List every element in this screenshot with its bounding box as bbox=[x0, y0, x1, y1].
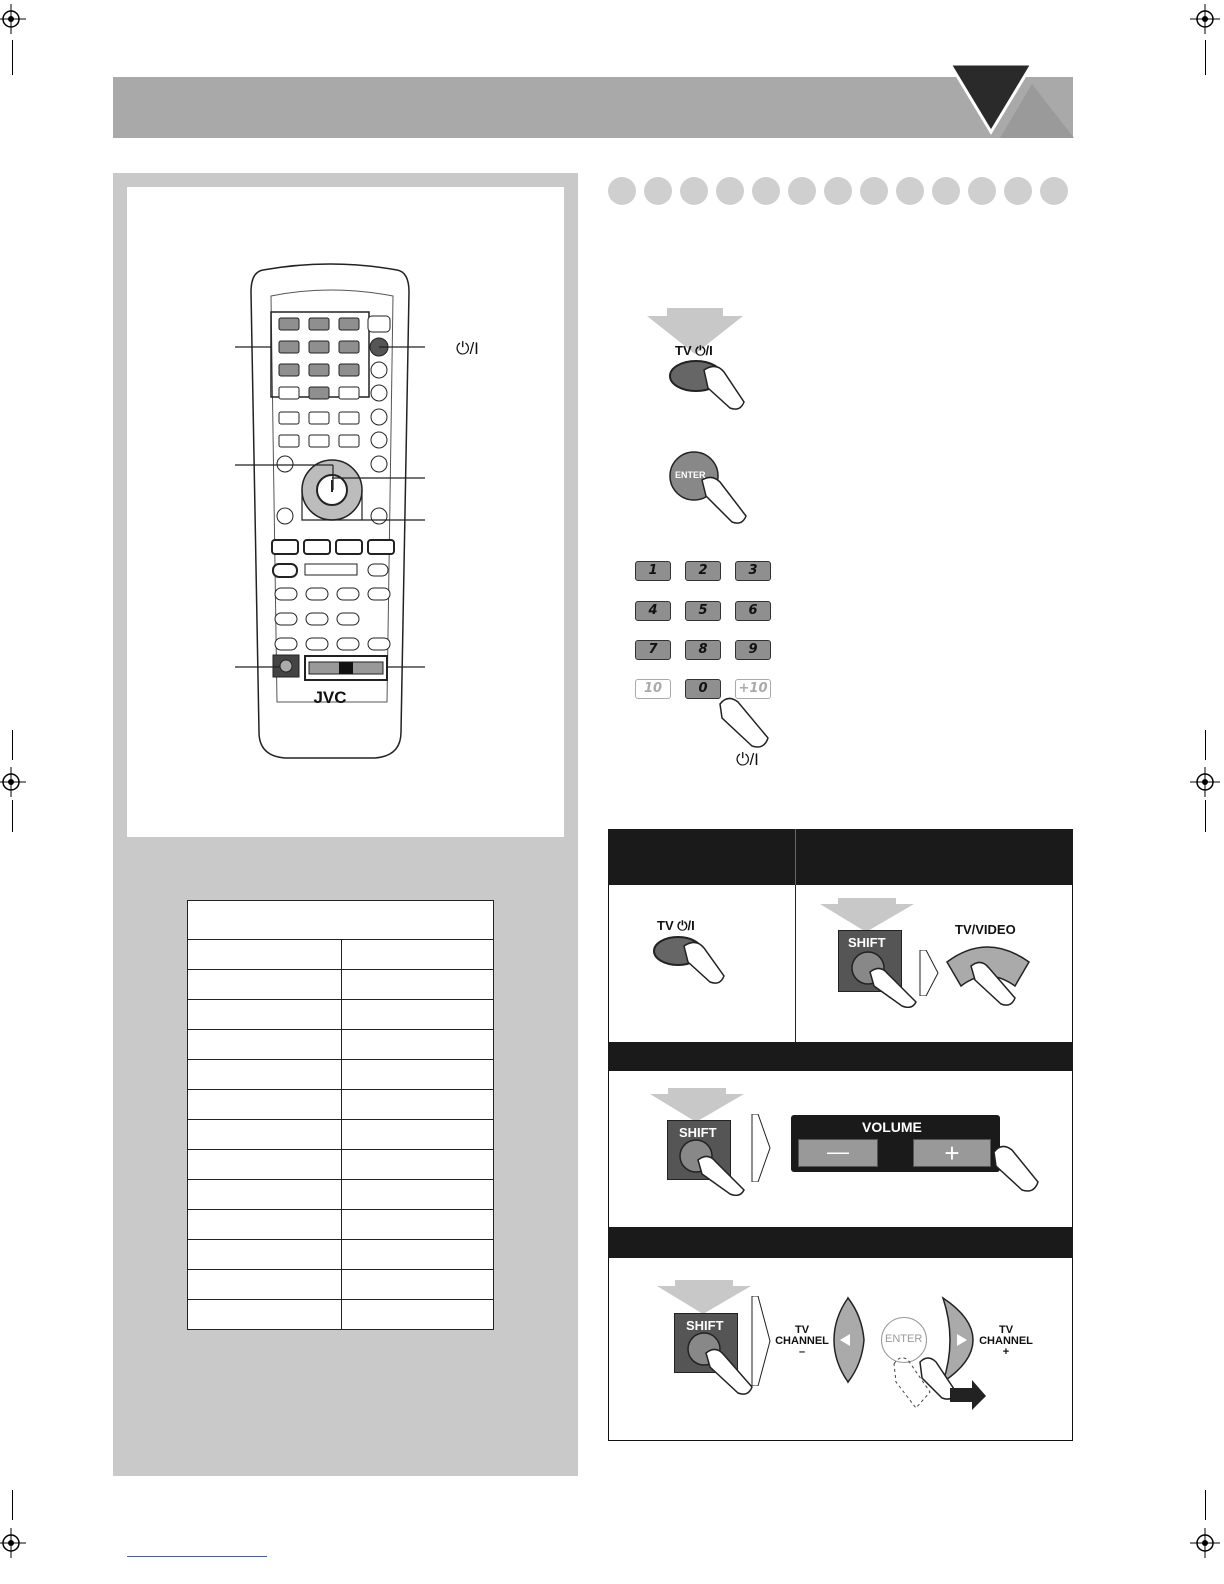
press-arrow-icon bbox=[655, 1280, 753, 1316]
table-row bbox=[188, 1150, 494, 1180]
number-key-7[interactable]: 7 bbox=[635, 640, 671, 660]
tv-channel-minus-label: TV CHANNEL – bbox=[775, 1324, 829, 1358]
number-key-10[interactable]: 10 bbox=[635, 679, 671, 699]
number-key-4[interactable]: 4 bbox=[635, 601, 671, 621]
remote-power-callout: ⏻/I bbox=[456, 339, 479, 358]
number-key-3[interactable]: 3 bbox=[735, 561, 771, 581]
number-key-6[interactable]: 6 bbox=[735, 601, 771, 621]
svg-text:JVC: JVC bbox=[313, 688, 347, 707]
footer-rule bbox=[127, 1556, 267, 1557]
code-table bbox=[187, 900, 494, 1330]
title-dot bbox=[932, 177, 960, 205]
volume-up-button[interactable]: + bbox=[913, 1139, 991, 1167]
volume-down-button[interactable]: — bbox=[798, 1139, 878, 1167]
registration-mark-mid-right bbox=[1190, 767, 1220, 797]
table-row bbox=[188, 1210, 494, 1240]
table-row bbox=[188, 1240, 494, 1270]
next-step-arrow-icon bbox=[918, 950, 940, 996]
title-dot bbox=[896, 177, 924, 205]
table-row bbox=[188, 1060, 494, 1090]
tv-channel-plus-label: TV CHANNEL + bbox=[979, 1324, 1033, 1358]
title-dot bbox=[788, 177, 816, 205]
tv-video-label: TV/VIDEO bbox=[955, 922, 1016, 937]
shift-label: SHIFT bbox=[679, 1125, 717, 1140]
title-dot bbox=[860, 177, 888, 205]
section-triangle-icon bbox=[950, 64, 1074, 138]
shift-label: SHIFT bbox=[686, 1318, 724, 1333]
finger-icon bbox=[678, 1138, 748, 1196]
press-arrow-icon bbox=[648, 1088, 746, 1124]
column-divider bbox=[795, 885, 796, 1042]
title-dot bbox=[1040, 177, 1068, 205]
number-key-1[interactable]: 1 bbox=[635, 561, 671, 581]
next-step-arrow-icon bbox=[750, 1296, 772, 1386]
number-key-5[interactable]: 5 bbox=[685, 601, 721, 621]
registration-mark-mid-left bbox=[0, 767, 28, 797]
registration-mark-bottom-left bbox=[0, 1528, 28, 1558]
table-row bbox=[188, 1180, 494, 1210]
header-band bbox=[113, 77, 1073, 138]
table-header-row bbox=[188, 901, 494, 940]
enter-button-label: ENTER bbox=[675, 470, 706, 480]
finger-icon bbox=[712, 694, 772, 750]
finger-icon bbox=[686, 1331, 756, 1401]
title-dot bbox=[824, 177, 852, 205]
table-row bbox=[188, 970, 494, 1000]
finger-icon bbox=[850, 950, 920, 1008]
crop-line bbox=[1205, 800, 1206, 832]
shift-label: SHIFT bbox=[848, 935, 886, 950]
ops-tv-power-label: TV ⏻/I bbox=[657, 918, 695, 933]
operations-header-bar bbox=[608, 829, 1073, 885]
registration-mark-top-right bbox=[1190, 4, 1220, 34]
step-power-symbol: ⏻/I bbox=[736, 750, 759, 769]
crop-line bbox=[12, 730, 13, 760]
crop-line bbox=[1205, 40, 1206, 75]
tv-video-button[interactable] bbox=[945, 938, 1037, 1008]
registration-mark-bottom-right bbox=[1190, 1528, 1220, 1558]
number-key-9[interactable]: 9 bbox=[735, 640, 771, 660]
table-row bbox=[188, 1090, 494, 1120]
enter-button[interactable] bbox=[668, 450, 750, 530]
volume-label: VOLUME bbox=[862, 1119, 922, 1135]
title-dot bbox=[680, 177, 708, 205]
table-row bbox=[188, 1030, 494, 1060]
crop-line bbox=[12, 40, 13, 75]
title-dot bbox=[716, 177, 744, 205]
press-arrow-icon bbox=[818, 898, 916, 934]
finger-icon bbox=[988, 1142, 1042, 1194]
enter-label: ENTER bbox=[885, 1333, 923, 1345]
number-key-plus10[interactable]: +10 bbox=[735, 679, 771, 699]
table-row bbox=[188, 1120, 494, 1150]
tv-power-button[interactable] bbox=[668, 358, 748, 414]
title-dot bbox=[644, 177, 672, 205]
crop-line bbox=[12, 1490, 13, 1520]
next-step-arrow-icon bbox=[750, 1114, 772, 1182]
header-divider bbox=[795, 829, 796, 885]
table-row bbox=[188, 1270, 494, 1300]
tv-channel-down-button[interactable] bbox=[832, 1296, 872, 1384]
title-dot bbox=[608, 177, 636, 205]
crop-line bbox=[1205, 1490, 1206, 1520]
number-key-2[interactable]: 2 bbox=[685, 561, 721, 581]
volume-section-bar bbox=[608, 1042, 1073, 1071]
table-row bbox=[188, 1000, 494, 1030]
channel-section-bar bbox=[608, 1227, 1073, 1258]
number-key-8[interactable]: 8 bbox=[685, 640, 721, 660]
slide-finger-icon bbox=[890, 1352, 990, 1412]
table-row bbox=[188, 940, 494, 970]
crop-line bbox=[1205, 730, 1206, 760]
title-dot bbox=[968, 177, 996, 205]
crop-line bbox=[12, 800, 13, 832]
title-dot bbox=[1004, 177, 1032, 205]
remote-control-illustration bbox=[225, 262, 495, 767]
ops-tv-power-button[interactable] bbox=[652, 934, 726, 984]
table-row bbox=[188, 1300, 494, 1330]
title-dot bbox=[752, 177, 780, 205]
registration-mark-top-left bbox=[0, 4, 28, 34]
step-tv-power-label: TV ⏻/I bbox=[675, 343, 713, 358]
number-key-0[interactable]: 0 bbox=[685, 679, 721, 699]
